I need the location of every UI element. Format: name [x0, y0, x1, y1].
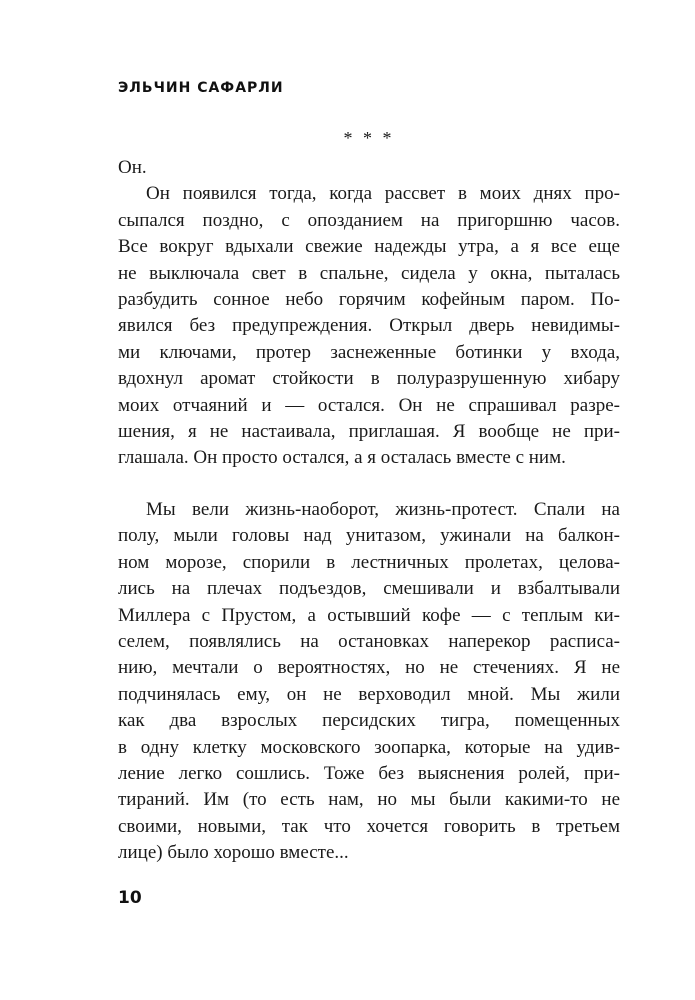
text-line: вдохнул аромат стойкости в полуразрушенную хибару — [118, 368, 620, 390]
text-line: тираний. Им (то есть нам, но мы были какими-то не — [118, 789, 620, 811]
text-line: как два взрослых персидских тигра, помещенных — [118, 710, 620, 732]
text-line: моих отчаяний и — остался. Он не спрашивал разре- — [118, 394, 620, 416]
section-separator: * * * — [343, 128, 395, 148]
page-number: 10 — [118, 888, 142, 908]
text-line: Все вокруг вдыхали свежие надежды утра, а я все еще — [118, 236, 620, 258]
text-line: ление легко сошлись. Тоже без выяснения ролей, при- — [118, 762, 620, 784]
text-line: сыпался поздно, с опозданием на пригоршню часов. — [118, 209, 620, 231]
text-line: Он. — [118, 157, 147, 178]
text-line: не выключала свет в спальне, сидела у окна, пыталась — [118, 262, 620, 284]
text-line: глашала. Он просто остался, а я осталась вместе с ним. — [118, 447, 566, 469]
text-line: лице) было хорошо вместе... — [118, 842, 349, 864]
text-line: разбудить сонное небо горячим кофейным паром. По- — [118, 288, 620, 310]
text-line: в одну клетку московского зоопарка, которые на удив- — [118, 736, 620, 758]
text-line: ми ключами, протер заснеженные ботинки у входа, — [118, 341, 620, 363]
text-line: своими, новыми, так что хочется говорить в третьем — [118, 815, 620, 837]
text-line: явился без предупреждения. Открыл дверь невидимы- — [118, 315, 620, 337]
text-line: лись на плечах подъездов, смешивали и взбалтывали — [118, 578, 620, 600]
text-line: селем, появлялись на остановках наперекор расписа- — [118, 630, 620, 652]
text-line: полу, мыли головы над унитазом, ужинали на балкон- — [118, 525, 620, 547]
text-line: шения, я не настаивала, приглашая. Я вообще не при- — [118, 420, 620, 442]
text-line: Миллера с Прустом, а остывший кофе — с теплым ки- — [118, 604, 620, 626]
text-line: нию, мечтали о вероятностях, но не стечениях. Я не — [118, 657, 620, 679]
text-line: Мы вели жизнь-наоборот, жизнь-протест. Спали на — [146, 499, 620, 520]
text-line: подчинялась ему, он не верховодил мной. Мы жили — [118, 683, 620, 705]
paragraph-2 — [118, 497, 620, 866]
text-line: Он появился тогда, когда рассвет в моих днях про- — [146, 183, 620, 205]
running-header-author: ЭЛЬЧИН САФАРЛИ — [118, 80, 284, 96]
text-line: ном морозе, спорили в лестничных пролетах, целова- — [118, 551, 620, 573]
paragraph-1 — [118, 155, 620, 472]
